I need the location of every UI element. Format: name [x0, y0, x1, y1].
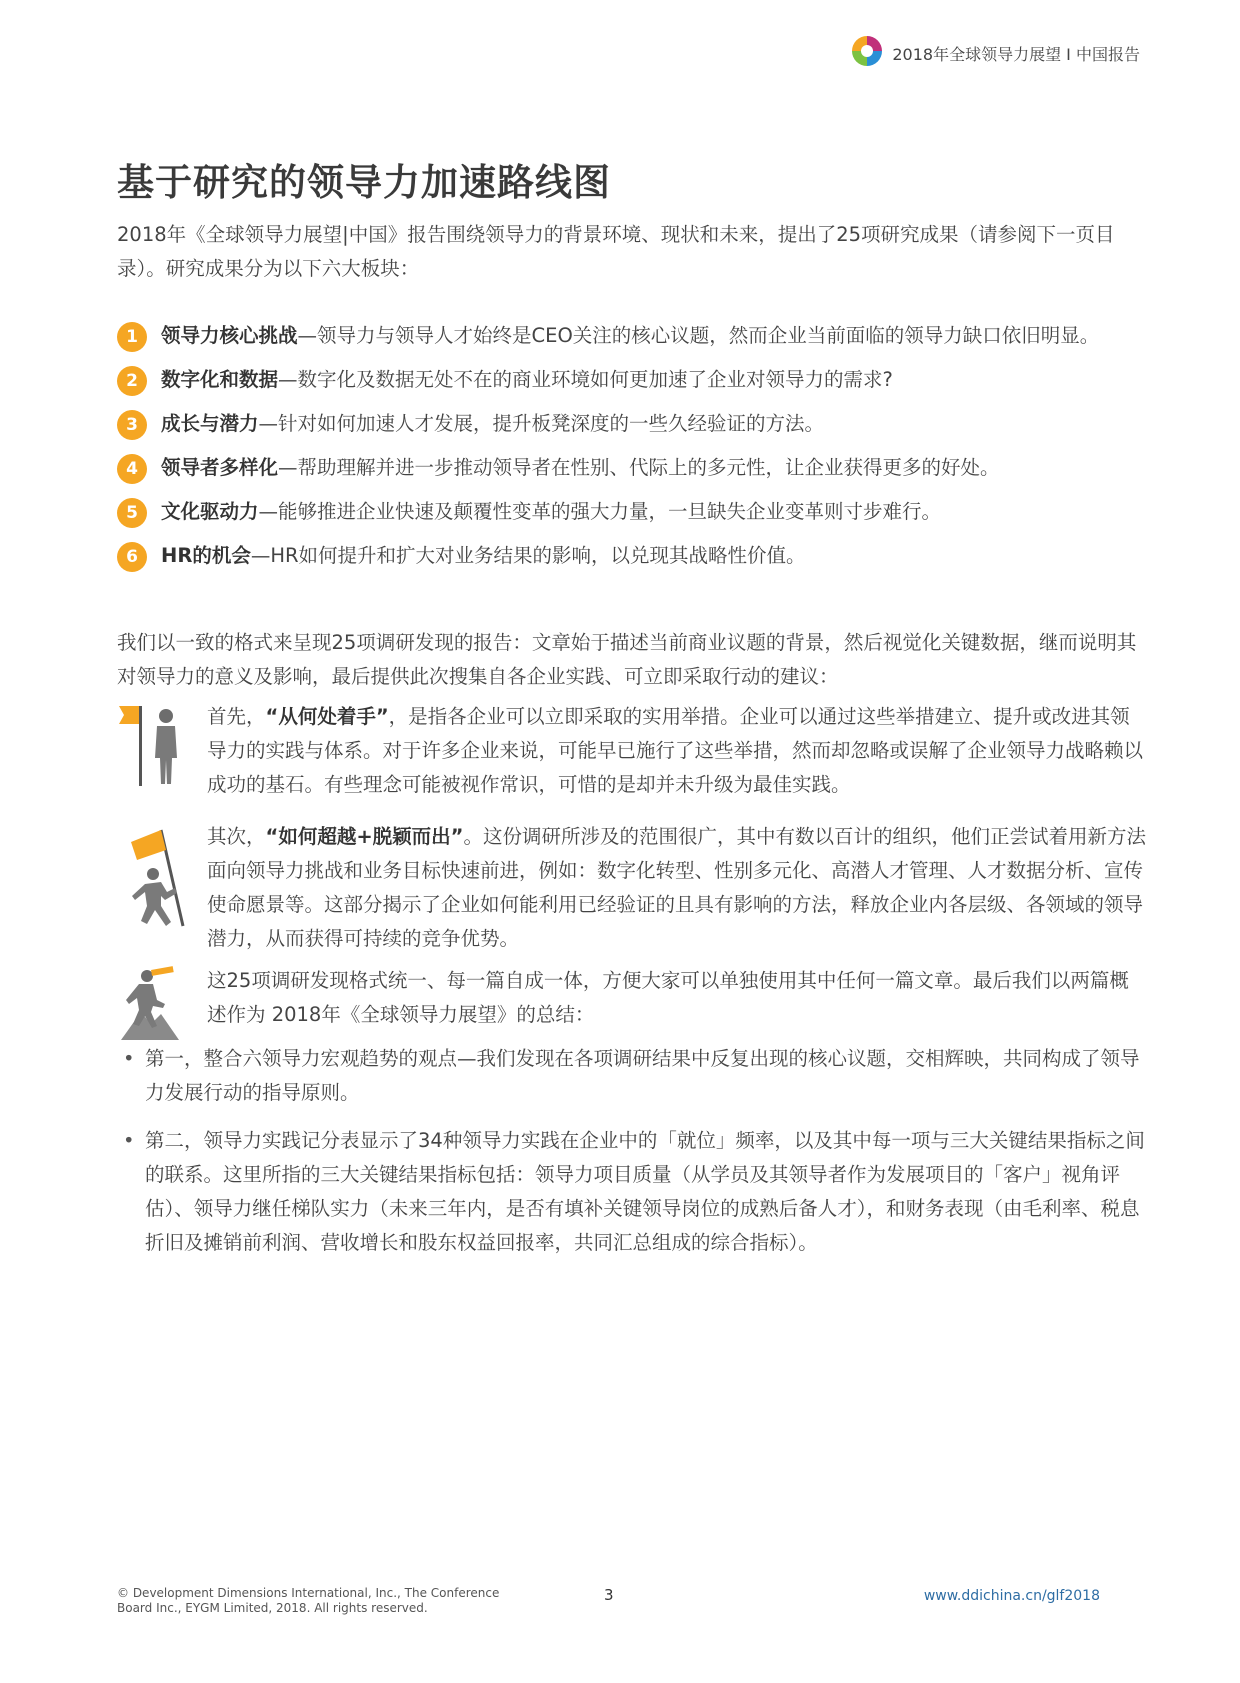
number-badge: 4: [117, 454, 147, 484]
block-surpass: [117, 820, 1147, 960]
block-text-lead: 首先，: [207, 705, 266, 728]
list-item: [117, 356, 1147, 400]
item-title: 领导者多样化: [161, 456, 279, 479]
list-item: [117, 532, 1147, 576]
list-item: [117, 400, 1147, 444]
list-item: [117, 312, 1147, 356]
block-starting-point: [117, 700, 1147, 800]
block-summary: [117, 964, 1147, 1044]
block-text-body: ，是指各企业可以立即采取的实用举措。企业可以通过这些举措建立、提升或改进其领导力的实践与体系。对于许多企业来说，可能早已施行了这些举措，然而却忽略或误解了企业领导力战略赖以成功的基石。有些理念可能被视作常识，可惜的是却并未升级为最佳实践。: [207, 705, 1144, 796]
block-text-body: 。这份调研所涉及的范围很广，其中有数以百计的组织，他们正尝试着用新方法面向领导力挑战和业务目标快速前进，例如：数字化转型、性别多元化、高潜人才管理、人才数据分析、宣传使命愿景等。这部分揭示了企业如何能利用已经验证的且具有影响的方法，释放企业内各层级、各领域的领导潜力，从而获得可持续的竞争优势。: [207, 825, 1147, 950]
climbing-flag-icon: [117, 826, 197, 940]
item-title: HR的机会: [161, 544, 251, 567]
list-item: • 第一，整合六领导力宏观趋势的观点—我们发现在各项调研结果中反复出现的核心议题，交相辉映，共同构成了领导力发展行动的指导原则。: [117, 1042, 1147, 1110]
list-item: [117, 488, 1147, 532]
item-title: 成长与潜力: [161, 412, 259, 435]
item-desc: —针对如何加速人才发展，提升板凳深度的一些久经验证的方法。: [258, 412, 825, 435]
item-desc: —能够推进企业快速及颠覆性变革的强大力量，一旦缺失企业变革则寸步难行。: [258, 500, 942, 523]
telescope-person-icon: [117, 964, 197, 1048]
list-item: [117, 444, 1147, 488]
number-badge: 1: [117, 322, 147, 352]
number-badge: 3: [117, 410, 147, 440]
format-paragraph: 我们以一致的格式来呈现25项调研发现的报告：文章始于描述当前商业议题的背景，然后视觉化关键数据，继而说明其对领导力的意义及影响，最后提供此次搜集自各企业实践、可立即采取行动的建议：: [117, 631, 1137, 688]
report-title: 2018年全球领导力展望 I 中国报告: [892, 44, 1140, 64]
item-desc: —数字化及数据无处不在的商业环境如何更加速了企业对领导力的需求?: [278, 368, 893, 391]
section-list: [117, 312, 1147, 576]
number-badge: 5: [117, 498, 147, 528]
footer-copyright: © Development Dimensions International, Inc., The Conference Board Inc., EYGM Limited, 2018. All rights reserved.: [117, 1586, 500, 1615]
item-title: 文化驱动力: [161, 500, 259, 523]
page-header: [850, 34, 1140, 72]
block-text: [207, 700, 1147, 802]
item-desc: —领导力与领导人才始终是CEO关注的核心议题，然而企业当前面临的领导力缺口依旧明显。: [297, 324, 1100, 347]
number-badge: 2: [117, 366, 147, 396]
number-badge: 6: [117, 542, 147, 572]
block-text: [207, 820, 1147, 956]
item-desc: —帮助理解并进一步推动领导者在性别、代际上的多元性，让企业获得更多的好处。: [278, 456, 1000, 479]
page-title: 基于研究的领导力加速路线图: [117, 161, 611, 204]
logo-icon: [850, 34, 884, 72]
block-highlight: “如何超越+脱颖而出”: [265, 825, 464, 848]
flag-person-icon: [117, 700, 187, 794]
list-item: • 第二，领导力实践记分表显示了34种领导力实践在企业中的「就位」频率，以及其中每一项与三大关键结果指标之间的联系。这里所指的三大关键结果指标包括：领导力项目质量（从学员及其领导者作为发展项目的「客户」视角评估）、领导力继任梯队实力（未来三年内，是否有填补关键领导岗位的成熟后备人才），和财务表现（由毛利率、税息折旧及摊销前利润、营收增长和股东权益回报率，共同汇总组成的综合指标）。: [117, 1124, 1147, 1260]
block-highlight: “从何处着手”: [265, 705, 389, 728]
block-text: 这25项调研发现格式统一、每一篇自成一体，方便大家可以单独使用其中任何一篇文章。最后我们以两篇概述作为 2018年《全球领导力展望》的总结：: [207, 969, 1129, 1026]
intro-paragraph: 2018年《全球领导力展望|中国》报告围绕领导力的背景环境、现状和未来，提出了25项研究成果（请参阅下一页目录）。研究成果分为以下六大板块：: [117, 223, 1115, 280]
item-desc: —HR如何提升和扩大对业务结果的影响，以兑现其战略性价值。: [250, 544, 806, 567]
footer-url-link[interactable]: www.ddichina.cn/glf2018: [923, 1588, 1100, 1604]
page-number: 3: [604, 1586, 614, 1604]
item-title: 领导力核心挑战: [161, 324, 298, 347]
block-text-lead: 其次，: [207, 825, 266, 848]
item-title: 数字化和数据: [161, 368, 279, 391]
summary-bullets: [117, 1042, 1147, 1274]
